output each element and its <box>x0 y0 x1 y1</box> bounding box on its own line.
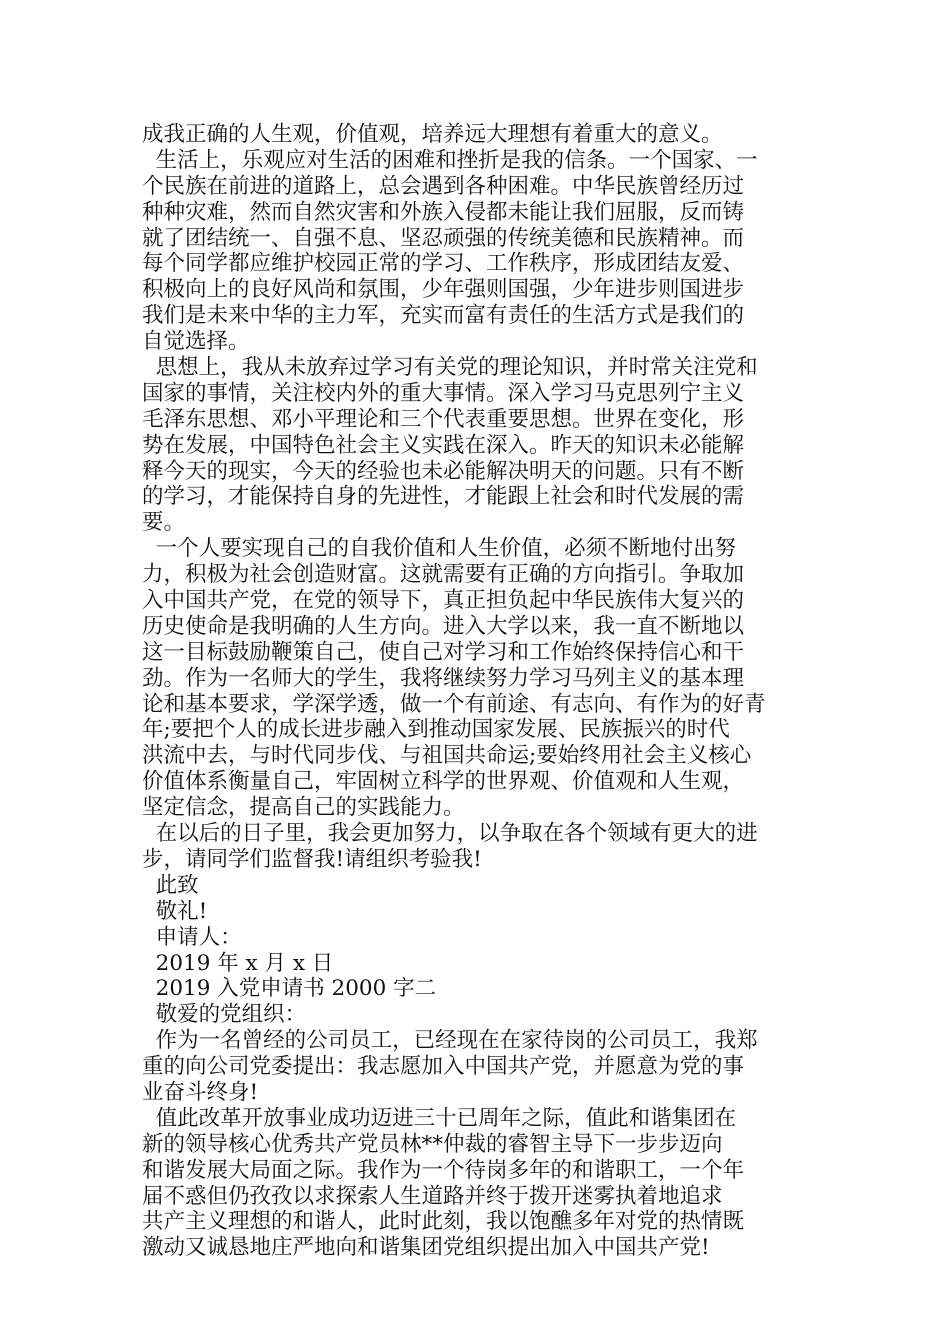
text-line: 这一目标鼓励鞭策自己，使自己对学习和工作始终保持信心和干 <box>142 639 745 665</box>
text-line: 重的向公司党委提出：我志愿加入中国共产党，并愿意为党的事 <box>142 1054 745 1080</box>
text-line: 敬爱的党组织： <box>142 1002 307 1028</box>
text-line: 思想上，我从未放弃过学习有关党的理论知识，并时常关注党和 <box>142 355 758 381</box>
text-line: 业奋斗终身! <box>142 1079 259 1105</box>
text-line: 成我正确的人生观，价值观，培养远大理想有着重大的意义。 <box>142 122 723 147</box>
text-line: 和谐发展大局面之际。我作为一个待岗多年的和谐职工，一个年 <box>142 1157 745 1183</box>
text-line: 作为一名曾经的公司员工，已经现在在家待岗的公司员工，我郑 <box>142 1028 758 1054</box>
text-line: 此致 <box>142 872 199 898</box>
document-page <box>142 122 814 1261</box>
text-line: 势在发展，中国特色社会主义实践在深入。昨天的知识未必能解 <box>142 432 745 458</box>
text-line: 值此改革开放事业成功迈进三十已周年之际，值此和谐集团在 <box>142 1105 737 1131</box>
text-line: 入中国共产党，在党的领导下，真正担负起中华民族伟大复兴的 <box>142 588 745 614</box>
text-line: 历史使命是我明确的人生方向。进入大学以来，我一直不断地以 <box>142 613 745 639</box>
text-line: 届不惑但仍孜孜以求探索人生道路并终于拨开迷雾执着地追求 <box>142 1183 723 1209</box>
text-line: 要。 <box>142 510 186 536</box>
text-line: 论和基本要求，学深学透，做一个有前途、有志向、有作为的好青 <box>142 691 766 717</box>
text-line: 共产主义理想的和谐人，此时此刻，我以饱醮多年对党的热情既 <box>142 1209 745 1235</box>
text-line: 就了团结统一、自强不息、坚忍顽强的传统美德和民族精神。而 <box>142 225 745 251</box>
text-line: 激动又诚恳地庄严地向和谐集团党组织提出加入中国共产党! <box>142 1235 710 1261</box>
text-line: 自觉选择。 <box>142 329 250 355</box>
text-line: 的学习，才能保持自身的先进性，才能跟上社会和时代发展的需 <box>142 484 745 510</box>
text-line: 国家的事情，关注校内外的重大事情。深入学习马克思列宁主义 <box>142 380 745 406</box>
text-line: 种种灾难，然而自然灾害和外族入侵都未能让我们屈服，反而铸 <box>142 199 745 225</box>
text-line: 步，请同学们监督我!请组织考验我! <box>142 846 482 872</box>
text-line: 生活上，乐观应对生活的困难和挫折是我的信条。一个国家、一 <box>142 147 758 173</box>
text-line: 洪流中去，与时代同步伐、与祖国共命运;要始终用社会主义核心 <box>142 743 752 769</box>
text-line: 个民族在前进的道路上，总会遇到各种困难。中华民族曾经历过 <box>142 173 745 199</box>
text-line: 年;要把个人的成长进步融入到推动国家发展、民族振兴的时代 <box>142 717 730 743</box>
text-line: 毛泽东思想、邓小平理论和三个代表重要思想。世界在变化，形 <box>142 406 745 432</box>
text-line: 一个人要实现自己的自我价值和人生价值，必须不断地付出努 <box>142 536 737 562</box>
text-line: 坚定信念，提高自己的实践能力。 <box>142 795 465 821</box>
text-line: 力，积极为社会创造财富。这就需要有正确的方向指引。争取加 <box>142 562 745 588</box>
text-line: 2019 入党申请书 2000 字二 <box>142 976 437 1002</box>
text-line: 每个同学都应维护校园正常的学习、工作秩序，形成团结友爱、 <box>142 251 745 277</box>
text-line: 释今天的现实，今天的经验也未必能解决明天的问题。只有不断 <box>142 458 745 484</box>
text-line: 2019 年 x 月 x 日 <box>142 950 334 976</box>
text-line: 我们是未来中华的主力军，充实而富有责任的生活方式是我们的 <box>142 303 745 329</box>
text-line: 新的领导核心优秀共产党员林**仲裁的睿智主导下一步步迈向 <box>142 1131 723 1157</box>
text-line: 价值体系衡量自己，牢固树立科学的世界观、价值观和人生观， <box>142 769 745 795</box>
text-line: 申请人： <box>142 924 242 950</box>
text-line: 在以后的日子里，我会更加努力，以争取在各个领域有更大的进 <box>142 821 758 847</box>
text-line: 积极向上的良好风尚和氛围，少年强则国强，少年进步则国进步 <box>142 277 745 303</box>
text-line: 劲。作为一名师大的学生，我将继续努力学习马列主义的基本理 <box>142 665 745 691</box>
text-line: 敬礼! <box>142 898 208 924</box>
